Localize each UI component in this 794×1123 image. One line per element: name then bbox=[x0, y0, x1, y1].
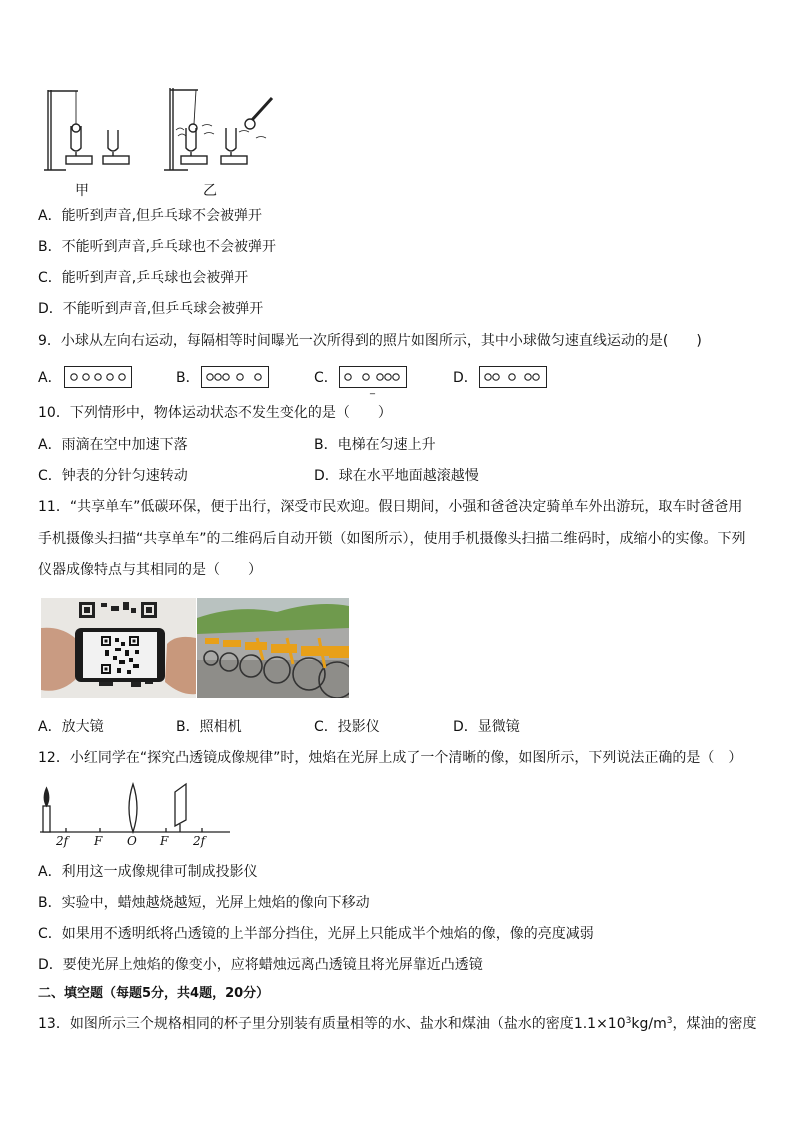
q11-stem-line2: 手机摄像头扫描“共享单车”的二维码后自动开锁（如图所示），使用手机摄像头扫描二维码时，成缩小的实像。下列 bbox=[38, 531, 746, 547]
q13-text-after: ，煤油的密度 bbox=[672, 1016, 757, 1032]
q11-option-d: D．显微镜 bbox=[453, 719, 520, 735]
q13-density-value: 1.1×10 bbox=[573, 1016, 626, 1032]
q9-label-c: C． bbox=[314, 370, 338, 386]
q10-option-d: D．球在水平地面越滚越慢 bbox=[314, 468, 479, 484]
q8-option-c: C．能听到声音,乒乓球也会被弹开 bbox=[38, 270, 249, 286]
q13-text-before: 13．如图所示三个规格相同的杯子里分别装有质量相等的水、盐水和煤油（盐水的密度 bbox=[38, 1016, 574, 1032]
convex-lens-setup-figure bbox=[36, 780, 232, 834]
q9-balls-a bbox=[68, 372, 128, 382]
q8-option-d: D．不能听到声音,但乒乓球会被弹开 bbox=[38, 301, 264, 317]
axis-label-2f-right: 2f bbox=[193, 834, 206, 848]
axis-label-2f-left: 2f bbox=[56, 834, 69, 848]
axis-label-f-right: F bbox=[160, 834, 169, 848]
q11-option-c: C．投影仪 bbox=[314, 719, 380, 735]
q9-photo-b bbox=[201, 366, 269, 388]
q12-stem: 12．小红同学在“探究凸透镜成像规律”时，烛焰在光屏上成了一个清晰的像，如图所示，下列说法正确的是（ ） bbox=[38, 750, 743, 766]
q9-photo-d bbox=[479, 366, 547, 388]
q13-density-exp: 3 bbox=[625, 1016, 632, 1026]
q9-label-d: D． bbox=[453, 370, 478, 386]
q9-balls-b bbox=[205, 372, 265, 382]
q10-option-a: A．雨滴在空中加速下落 bbox=[38, 437, 188, 453]
q8-option-b: B．不能听到声音,乒乓球也不会被弹开 bbox=[38, 239, 277, 255]
q11-stem-line3: 仪器成像特点与其相同的是（ ） bbox=[38, 562, 262, 578]
figure-caption-jia: 甲 bbox=[75, 183, 89, 199]
q11-stem-line1: 11．“共享单车”低碳环保，便于出行，深受市民欢迎。假日期间，小强和爸爸决定骑单车外出游玩，取车时爸爸用 bbox=[38, 499, 743, 515]
q9-photo-a bbox=[64, 366, 132, 388]
phone-scanning-qr-photo bbox=[41, 598, 196, 698]
q9-label-b: B． bbox=[176, 370, 200, 386]
shared-bikes-photo bbox=[197, 598, 349, 698]
q9-balls-d bbox=[483, 372, 543, 382]
q12-option-d: D．要使光屏上烛焰的像变小，应将蜡烛远离凸透镜且将光屏靠近凸透镜 bbox=[38, 957, 483, 973]
axis-label-o: O bbox=[127, 834, 137, 848]
q13-stem bbox=[38, 1014, 756, 1034]
figure-caption-yi: 乙 bbox=[203, 183, 217, 199]
q9-under-mark: _ bbox=[370, 384, 375, 395]
q12-option-b: B．实验中，蜡烛越烧越短，光屏上烛焰的像向下移动 bbox=[38, 895, 370, 911]
q11-option-b: B．照相机 bbox=[176, 719, 242, 735]
q13-unit-exp: 3 bbox=[666, 1016, 673, 1026]
q13-density-unit: kg/m bbox=[631, 1016, 667, 1032]
tuning-fork-figure bbox=[36, 86, 286, 174]
q12-option-a: A．利用这一成像规律可制成投影仪 bbox=[38, 864, 258, 880]
q11-option-a: A．放大镜 bbox=[38, 719, 104, 735]
q12-option-c: C．如果用不透明纸将凸透镜的上半部分挡住，光屏上只能成半个烛焰的像，像的亮度减弱 bbox=[38, 926, 594, 942]
q9-label-a: A． bbox=[38, 370, 62, 386]
q10-option-c: C．钟表的分针匀速转动 bbox=[38, 468, 188, 484]
q9-stem: 9．小球从左向右运动，每隔相等时间曝光一次所得到的照片如图所示，其中小球做匀速直线运动的是( ) bbox=[38, 333, 702, 349]
axis-label-f-left: F bbox=[94, 834, 103, 848]
section-title-fill-in: 二、填空题（每题5分，共4题，20分） bbox=[38, 986, 270, 1001]
q10-stem: 10．下列情形中，物体运动状态不发生变化的是（ ） bbox=[38, 405, 392, 421]
q10-option-b: B．电梯在匀速上升 bbox=[314, 437, 436, 453]
q8-option-a: A．能听到声音,但乒乓球不会被弹开 bbox=[38, 208, 263, 224]
